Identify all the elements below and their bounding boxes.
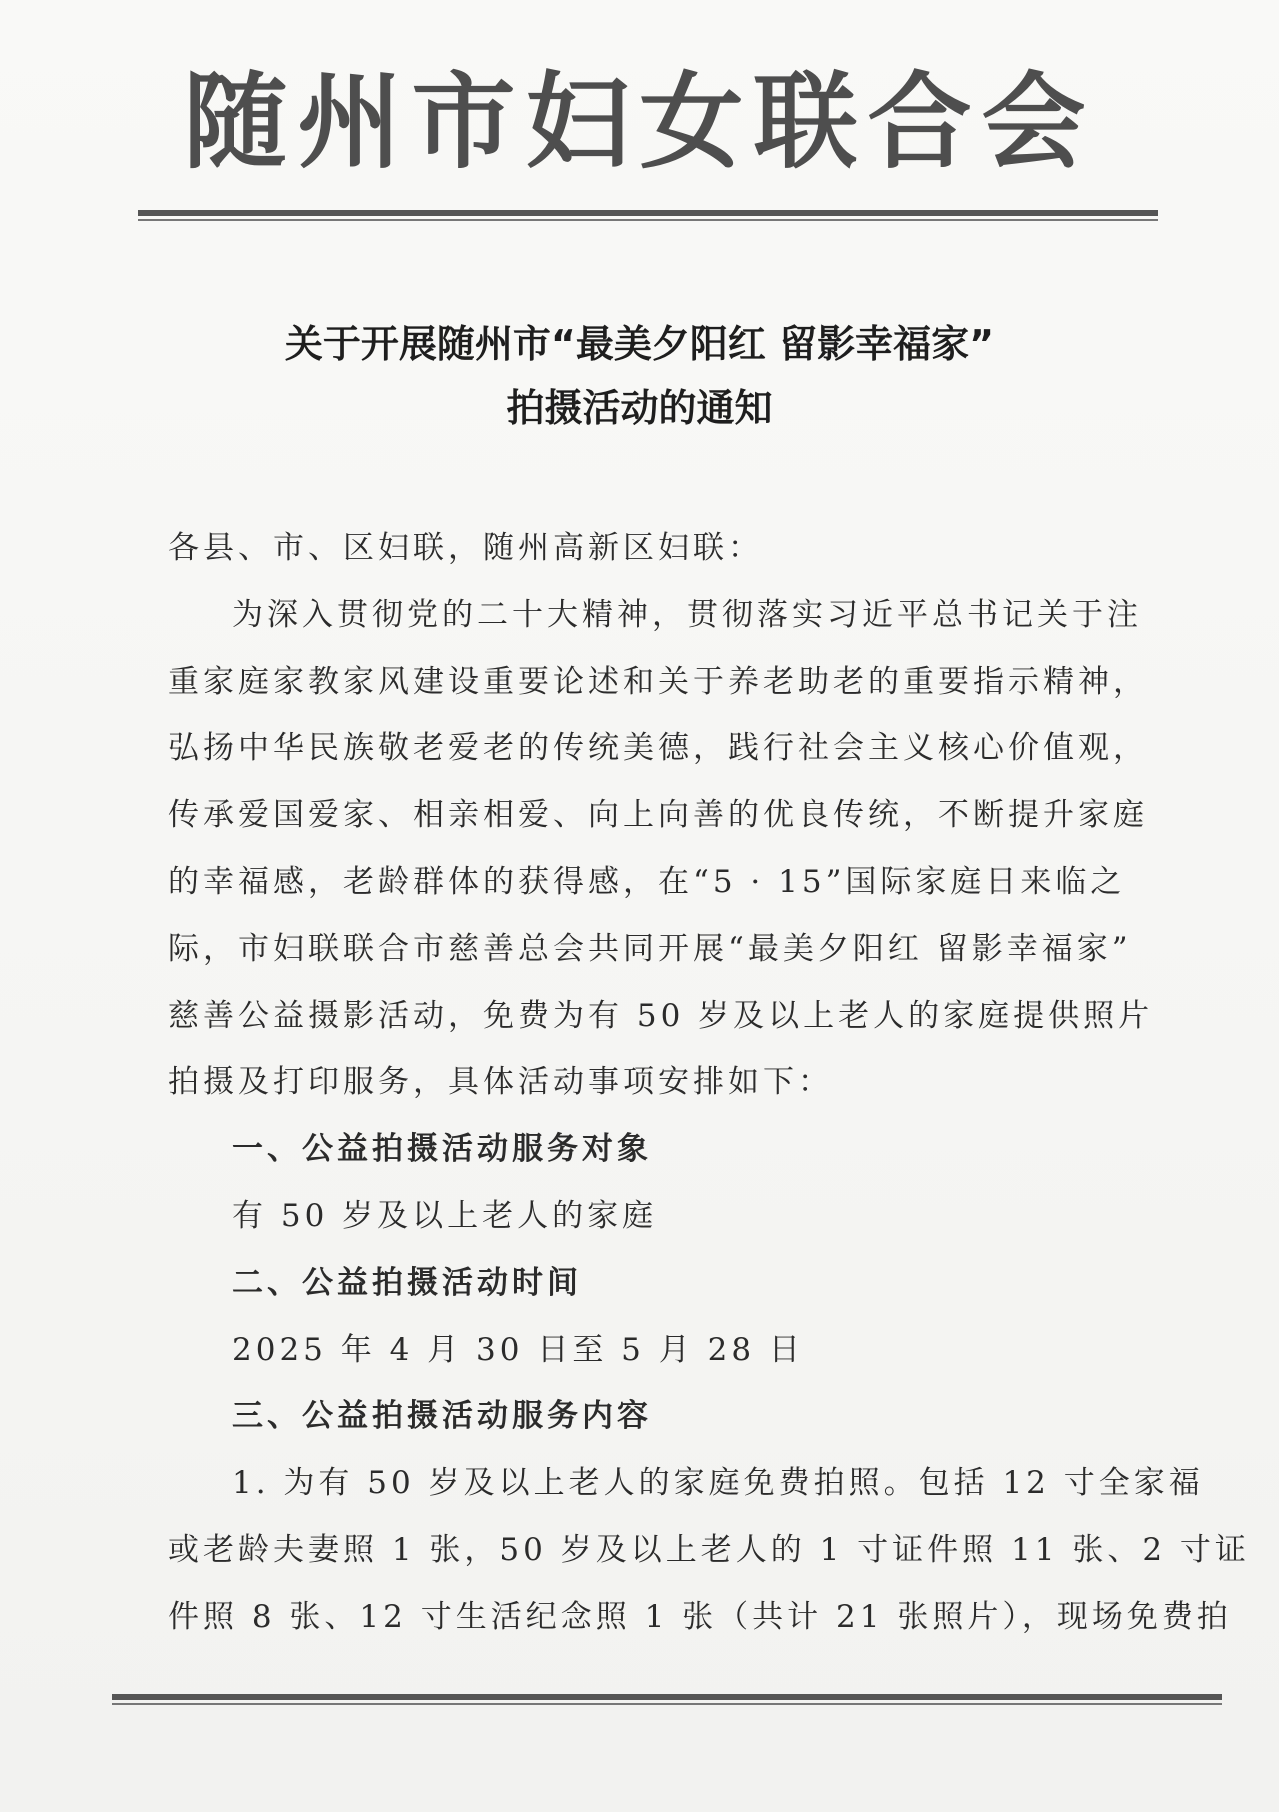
intro-line: 慈善公益摄影活动，免费为有 50 岁及以上老人的家庭提供照片 <box>168 997 1154 1034</box>
letterhead-divider <box>138 210 1158 216</box>
footer-divider-thin <box>112 1703 1222 1705</box>
salutation: 各县、市、区妇联，随州高新区妇联： <box>168 530 763 566</box>
intro-line: 拍摄及打印服务，具体活动事项安排如下： <box>168 1064 833 1101</box>
intro-line: 际，市妇联联合市慈善总会共同开展“最美夕阳红 留影幸福家” <box>168 930 1132 967</box>
section-3-line: 或老龄夫妻照 1 张，50 岁及以上老人的 1 寸证件照 11 张、2 寸证 <box>168 1531 1250 1568</box>
intro-line: 的幸福感，老龄群体的获得感，在“5 · 15”国际家庭日来临之 <box>168 863 1126 900</box>
section-3-heading: 三、公益拍摄活动服务内容 <box>232 1398 652 1435</box>
section-3-line: 件照 8 张、12 寸生活纪念照 1 张（共计 21 张照片），现场免费拍 <box>168 1598 1232 1635</box>
document-title <box>0 312 1279 440</box>
organization-letterhead: 随州市妇女联合会 <box>183 61 1096 183</box>
letterhead-divider-thin <box>138 219 1158 221</box>
document-title-line-1: 关于开展随州市“最美夕阳红 留影幸福家” <box>284 322 995 366</box>
section-2-heading: 二、公益拍摄活动时间 <box>232 1264 582 1301</box>
section-3-line: 1. 为有 50 岁及以上老人的家庭免费拍照。包括 12 寸全家福 <box>232 1465 1204 1502</box>
intro-line: 弘扬中华民族敬老爱老的传统美德，践行社会主义核心价值观， <box>168 730 1148 767</box>
section-1-text: 有 50 岁及以上老人的家庭 <box>232 1197 658 1234</box>
intro-line: 为深入贯彻党的二十大精神，贯彻落实习近平总书记关于注 <box>232 596 1142 633</box>
section-1-heading: 一、公益拍摄活动服务对象 <box>232 1131 652 1168</box>
intro-line: 重家庭家教家风建设重要论述和关于养老助老的重要指示精神， <box>168 663 1148 700</box>
document-title-line-2: 拍摄活动的通知 <box>506 386 773 430</box>
intro-line: 传承爱国爱家、相亲相爱、向上向善的优良传统，不断提升家庭 <box>168 797 1148 834</box>
section-2-text: 2025 年 4 月 30 日至 5 月 28 日 <box>232 1331 804 1368</box>
footer-divider <box>112 1694 1222 1700</box>
document-body <box>168 515 1250 1651</box>
